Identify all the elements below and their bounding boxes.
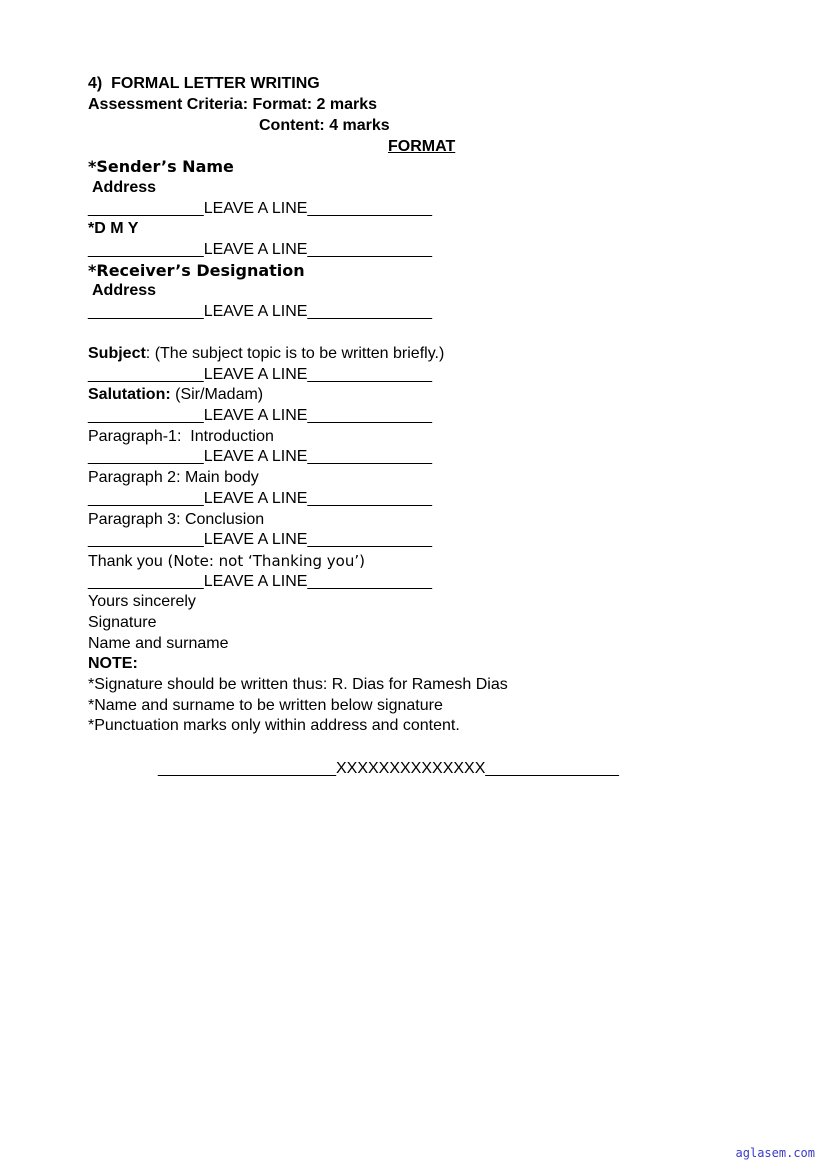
divider-right-rule: ______________	[307, 241, 433, 258]
leave-line-divider	[88, 406, 432, 426]
divider-right-rule: ______________	[307, 200, 433, 217]
thank-you-note: (Note: not ‘Thanking you’)	[162, 552, 365, 570]
end-marker-text: XXXXXXXXXXXXXX	[335, 760, 486, 777]
watermark: aglasem.com	[735, 1146, 815, 1160]
assessment-criteria: Assessment Criteria: Format: 2 marks	[88, 96, 378, 113]
note-item: *Punctuation marks only within address and content.	[88, 717, 460, 734]
salutation-text: (Sir/Madam)	[170, 386, 264, 403]
subject-label: Subject	[88, 345, 146, 362]
content-marks: Content: 4 marks	[259, 117, 390, 134]
divider-text: LEAVE A LINE	[203, 241, 308, 258]
salutation-line	[88, 385, 263, 405]
end-marker-right-rule: _______________	[485, 760, 619, 777]
thank-you-text: Thank you	[88, 553, 163, 570]
end-marker	[158, 759, 619, 779]
leave-line-divider	[88, 489, 432, 509]
divider-left-rule: _____________	[88, 366, 204, 383]
subject-line	[88, 344, 444, 364]
date-dmy: *D M Y	[88, 220, 139, 237]
divider-left-rule: _____________	[88, 200, 204, 217]
divider-left-rule: _____________	[88, 241, 204, 258]
subject-text: : (The subject topic is to be written briefly.)	[145, 345, 445, 362]
note-title: NOTE:	[88, 655, 138, 672]
leave-line-divider	[88, 447, 432, 467]
leave-line-divider	[88, 302, 432, 322]
receiver-address: Address	[92, 282, 157, 299]
divider-right-rule: ______________	[307, 366, 433, 383]
paragraph-2: Paragraph 2: Main body	[88, 469, 259, 486]
leave-line-divider	[88, 530, 432, 550]
divider-right-rule: ______________	[307, 303, 433, 320]
paragraph-3: Paragraph 3: Conclusion	[88, 511, 265, 528]
divider-text: LEAVE A LINE	[203, 200, 308, 217]
leave-line-divider	[88, 365, 432, 385]
divider-text: LEAVE A LINE	[203, 490, 308, 507]
format-title: FORMAT	[388, 138, 456, 155]
sender-name: *Sender’s Name	[88, 157, 234, 176]
divider-right-rule: ______________	[307, 490, 433, 507]
end-marker-left-rule: ____________________	[158, 760, 336, 777]
divider-left-rule: _____________	[88, 531, 204, 548]
leave-line-divider	[88, 572, 432, 592]
divider-right-rule: ______________	[307, 573, 433, 590]
signature: Signature	[88, 614, 157, 631]
name-and-surname: Name and surname	[88, 635, 229, 652]
divider-text: LEAVE A LINE	[203, 573, 308, 590]
note-item: *Signature should be written thus: R. Dias for Ramesh Dias	[88, 676, 508, 693]
divider-left-rule: _____________	[88, 573, 204, 590]
divider-text: LEAVE A LINE	[203, 303, 308, 320]
divider-left-rule: _____________	[88, 490, 204, 507]
closing: Yours sincerely	[88, 593, 196, 610]
leave-line-divider	[88, 240, 432, 260]
note-item: *Name and surname to be written below signature	[88, 697, 443, 714]
divider-left-rule: _____________	[88, 448, 204, 465]
leave-line-divider	[88, 199, 432, 219]
receiver-designation: *Receiver’s Designation	[88, 261, 305, 280]
divider-right-rule: ______________	[307, 448, 433, 465]
thank-you-line	[88, 551, 365, 572]
divider-right-rule: ______________	[307, 407, 433, 424]
divider-left-rule: _____________	[88, 407, 204, 424]
divider-text: LEAVE A LINE	[203, 531, 308, 548]
divider-text: LEAVE A LINE	[203, 366, 308, 383]
sender-address: Address	[92, 179, 157, 196]
divider-text: LEAVE A LINE	[203, 407, 308, 424]
section-heading: 4) FORMAL LETTER WRITING	[88, 75, 320, 92]
divider-left-rule: _____________	[88, 303, 204, 320]
paragraph-1: Paragraph-1: Introduction	[88, 428, 274, 445]
salutation-label: Salutation:	[88, 386, 171, 403]
divider-right-rule: ______________	[307, 531, 433, 548]
divider-text: LEAVE A LINE	[203, 448, 308, 465]
